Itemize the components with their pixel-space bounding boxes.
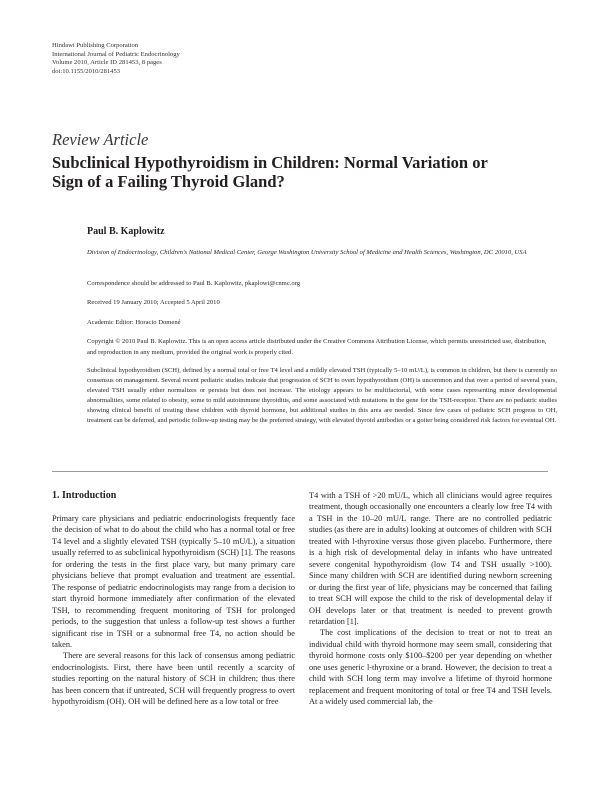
publisher-name: Hindawi Publishing Corporation bbox=[52, 42, 139, 49]
paragraph: T4 with a TSH of >20 mU/L, which all clinicians would agree requires treatment, though occasionally one encounters a clearly low free T4 with a TSH in the 10–20 mU/L range. There are no controlled pediatric studies (as there are in adults) looking at outcomes of children with SCH treated with l-thyroxine versus those given placebo. Furthermore, there is a high risk of developmental delay in infants who have untreated severe congenital hypothyroidism (low T4 and TSH usually >100). Since many children with SCH are identified during newborn screening or during the first year of life, physicians may be concerned that failing to treat SCH will expose the child to the risk of developmental delay if OH develops later or that treatment is needed to prevent growth retardation [1]. bbox=[309, 491, 552, 626]
affiliation: Division of Endocrinology, Children's National Medical Center, George Washington University School of Medicine and Health Sciences, Washington, DC 20010, USA bbox=[87, 249, 527, 256]
author-name: Paul B. Kaplowitz bbox=[87, 226, 165, 237]
doi[interactable]: doi:10.1155/2010/281453 bbox=[52, 67, 121, 75]
correspondence: Correspondence should be addressed to Paul B. Kaplowitz, pkaplowi@cnmc.org bbox=[87, 280, 301, 287]
journal-name: International Journal of Pediatric Endocrinology bbox=[52, 50, 180, 58]
journal-header bbox=[52, 42, 180, 76]
body-column-left bbox=[52, 490, 295, 708]
body-column-right bbox=[309, 490, 552, 708]
article-title bbox=[52, 153, 552, 191]
article-type: Review Article bbox=[52, 130, 149, 149]
paragraph: The cost implications of the decision to treat or not to treat an individual child with thyroid hormone may seem small, considering that thyroid hormone costs only $100–$200 per year depending on whether one uses generic l-thyroxine or a brand. However, the decision to treat a child with SCH long term may involve a lifetime of thyroid hormone replacement and frequent monitoring of total or free T4 and TSH levels. At a widely used commercial lab, the bbox=[309, 628, 552, 707]
copyright-notice: Copyright © 2010 Paul B. Kaplowitz. This is an open access article distributed under the Creative Commons Attribution License, which permits unrestricted use, distribution, and reproduction in any medium, provided the original work is properly cited. bbox=[87, 338, 547, 356]
section-divider bbox=[52, 471, 548, 472]
academic-editor: Academic Editor: Horacio Domené bbox=[87, 319, 181, 326]
title-line-1: Subclinical Hypothyroidism in Children: Normal Variation or bbox=[52, 153, 488, 172]
received-dates: Received 19 January 2010; Accepted 5 April 2010 bbox=[87, 299, 220, 306]
title-line-2: Sign of a Failing Thyroid Gland? bbox=[52, 172, 285, 191]
section-heading-introduction: 1. Introduction bbox=[52, 490, 117, 501]
volume-info: Volume 2010, Article ID 281453, 8 pages bbox=[52, 59, 162, 67]
abstract: Subclinical hypothyroidism (SCH), defined by a normal total or free T4 level and a mildly elevated TSH (typically 5–10 mU/L), is common in children, but there is currently no consensus on management. Several recent pediatric studies indicate that progression of SCH to overt hypothyroidism (OH) is uncommon and that over a period of several years, elevated TSH usually either normalizes or persists but does not increase. The etiology appears to be multifactorial, with some cases representing minor developmental abnormalities, some related to obesity, some to mild autoimmune thyroiditis, and some associated with mutations in the gene for the TSH-receptor. There are no pediatric studies showing clinical benefit of treating these children with thyroid hormone, but additional studies in this area are needed. Since few cases of pediatric SCH progress to OH, treatment can be deferred, and periodic follow-up testing may be the preferred strategy, with elevated thyroid antibodies or a goiter being considered risk factors for eventual OH. bbox=[87, 367, 557, 424]
paragraph: There are several reasons for this lack of consensus among pediatric endocrinologists. First, there have been until recently a scarcity of studies reporting on the natural history of SCH in children; thus there has been concern that if untreated, SCH will frequently progress to overt hypothyroidism (OH). OH will be defined here as a low total or free bbox=[52, 651, 295, 707]
paragraph: Primary care physicians and pediatric endocrinologists frequently face the decision of what to do about the child who has a normal total or free T4 level and a slightly elevated TSH (typically 5–10 mU/L), a situation usually referred to as subclinical hypothyroidism (SCH) [1]. The reasons for ordering the tests in the first place vary, but many primary care physicians believe that prompt evaluation and treatment are essential. The response of pediatric endocrinologists may range from a decision to start thyroid hormone immediately after confirmation of the elevated TSH, to recommending frequent monitoring of TSH for prolonged periods, to the suggestion that unless a follow-up test shows a further significant rise in TSH or a subnormal free T4, no action should be taken. bbox=[52, 514, 295, 649]
